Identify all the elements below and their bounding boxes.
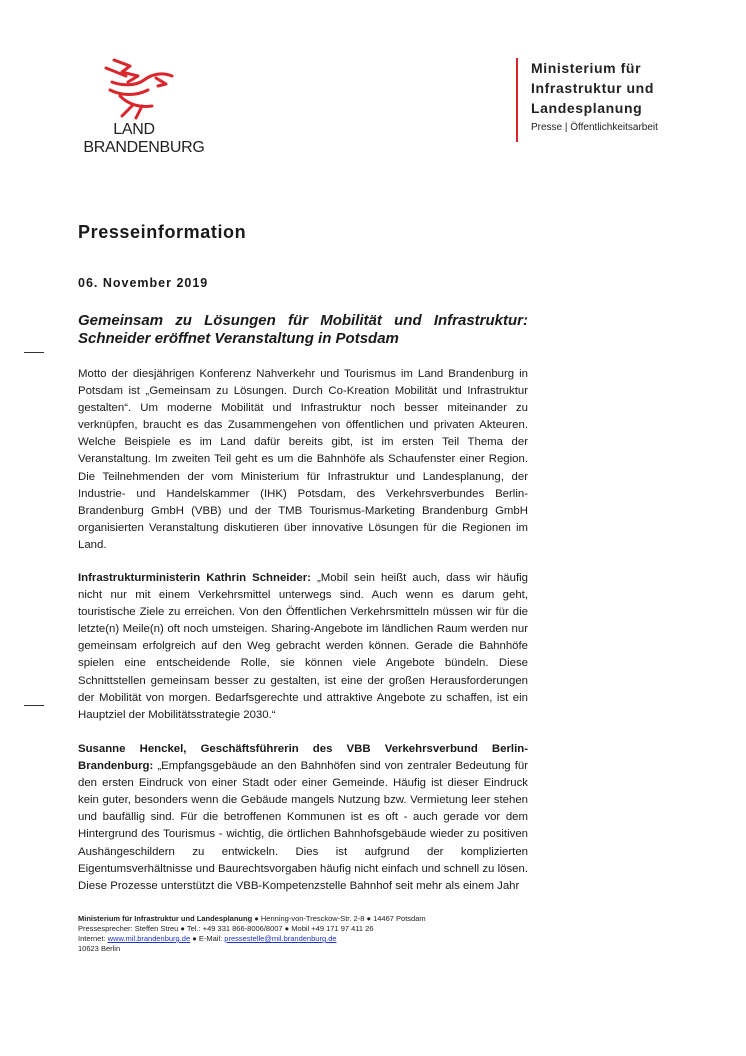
paragraph-minister-quote: [78, 570, 528, 724]
land-brandenburg-logo: [74, 56, 214, 166]
fold-mark: [24, 352, 44, 353]
email-link[interactable]: pressestelle@mil.brandenburg.de: [224, 934, 337, 943]
footer-email-label: ● E-Mail:: [190, 934, 225, 943]
logo-text-land: LAND: [113, 121, 155, 138]
footer-postal: 10623 Berlin: [78, 944, 121, 953]
footer-org: Ministerium für Infrastruktur und Landesplanung: [78, 914, 253, 923]
footer-contact-line: [78, 934, 426, 944]
ministry-header: [516, 58, 658, 142]
page-footer: [78, 914, 426, 954]
eagle-icon: [92, 56, 182, 120]
fold-mark: [24, 705, 44, 706]
press-release-title: Gemeinsam zu Lösungen für Mobilität und Infrastruktur: Schneider eröffnet Veranstaltung in Potsdam: [78, 312, 528, 347]
ministry-name-line: Landesplanung: [531, 100, 643, 116]
logo-text-brandenburg: BRANDENBURG: [83, 139, 205, 156]
ministry-name-line: Infrastruktur und: [531, 80, 654, 96]
ministry-department: Presse | Öffentlichkeitsarbeit: [531, 122, 658, 133]
release-date: 06. November 2019: [78, 276, 209, 290]
speaker-name: Susanne Henckel, Geschäftsführerin des VBB Verkehrsverbund Berlin-Brandenburg:: [78, 743, 528, 773]
footer-spokesperson: Pressesprecher: Steffen Streu ● Tel.: +49 331 866-8006/8007 ● Mobil +49 171 97 411 26: [78, 924, 374, 933]
paragraph-intro: Motto der diesjährigen Konferenz Nahverkehr und Tourismus im Land Brandenburg in Potsdam ist „Gemeinsam zu Lösungen. Durch Co-Kreation Mobilität und Infrastruktur gestalten“. Um moderne Mobilität und Infrastruktur noch besser miteinander zu verknüpfen, braucht es das Zusammengehen von öffentlichen und privaten Akteuren. Welche Beispiele es im Land dafür bereits gibt, ist im ersten Teil Thema der Veranstaltung. Im zweiten Teil geht es um die Bahnhöfe als Schaufenster einer Region. Die Teilnehmenden der vom Ministerium für Infrastruktur und Landesplanung, der Industrie- und Handelskammer (IHK) Potsdam, des Verkehrsverbundes Berlin-Brandenburg GmbH (VBB) und der TMB Tourismus-Marketing Brandenburg GmbH organisierten Veranstaltung diskutieren über innovative Lösungen für die Regionen im Land.: [78, 368, 528, 551]
quote-text: „Empfangsgebäude an den Bahnhöfen sind von zentraler Bedeutung für den ersten Eindruck von einer Stadt oder einer Gemeinde. Häufig ist dieser Eindruck kein guter, besonders wenn die Gebäude mangels Nutzung bzw. Vermietung leer stehen und baufällig sind. Für die betroffenen Kommunen ist es oft - auch gerade vor dem Hintergrund des Tourismus - wichtig, die örtlichen Bahnhofsgebäude wieder zu positiven Aushängeschildern zu entwickeln. Dies ist aufgrund der komplizierten Eigentumsverhältnisse und Baurechtsvorgaben häufig nicht einfach und schnell zu lösen. Diese Prozesse unterstützt die VBB-Kompetenzstelle Bahnhof seit mehr als einem Jahr: [78, 760, 528, 892]
paragraph-vbb-quote: [78, 741, 528, 895]
speaker-name: Infrastrukturministerin Kathrin Schneider:: [78, 572, 311, 584]
quote-text: „Mobil sein heißt auch, dass wir häufig nicht nur mit einem Verkehrsmittel unterwegs sind. Auch wenn es darum geht, touristische Ziele zu erreichen. Von den Öffentlichen Verkehrsmitteln müssen wir für die letzte(n) Meile(n) oft noch umsteigen. Sharing-Angebote im ländlichen Raum werden nur gemeinsam erfolgreich auf den Weg gebracht werden können. Gerade die Bahnhöfe spielen eine entscheidende Rolle, sie können viele Angebote bündeln. Diese Schnittstellen gemeinsam besser zu gestalten, ist eine der großen Herausforderungen der Mobilität von morgen. Bedarfsgerechte und attraktive Angebote zu schaffen, ist ein Hauptziel der Mobilitätsstrategie 2030.“: [78, 572, 528, 721]
document-heading: Presseinformation: [78, 222, 247, 242]
ministry-name-line: Ministerium für: [531, 60, 642, 76]
website-link[interactable]: www.mil.brandenburg.de: [107, 934, 191, 943]
footer-internet-label: Internet:: [78, 934, 108, 943]
footer-address: ● Henning-von-Tresckow-Str. 2-8 ● 14467 Potsdam: [252, 914, 426, 923]
footer-address-line: [78, 914, 426, 924]
